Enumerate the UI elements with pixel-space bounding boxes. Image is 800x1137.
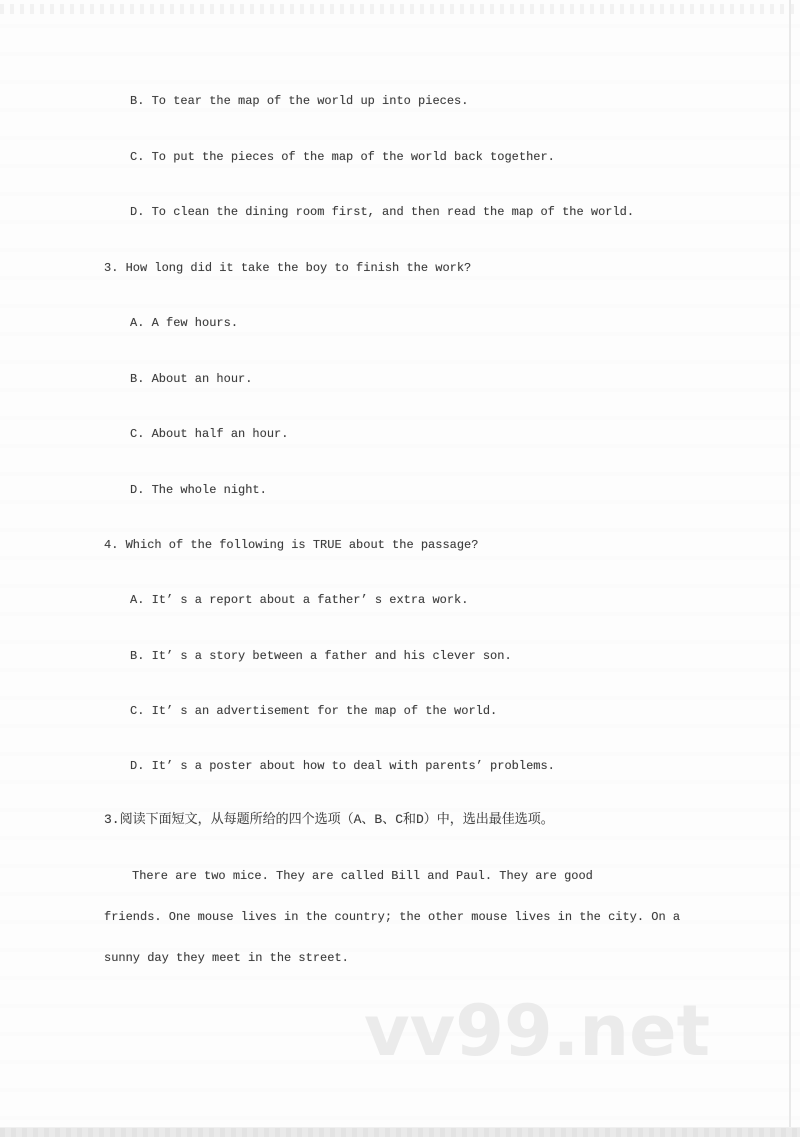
page-right-edge-line <box>789 0 791 1128</box>
prev-question-option-b: B. To tear the map of the world up into pieces. <box>130 94 469 108</box>
prev-question-option-d: D. To clean the dining room first, and then read the map of the world. <box>130 205 635 219</box>
question-3-option-d: D. The whole night. <box>130 483 267 497</box>
question-4-option-a: A. It’ s a report about a father’ s extra work. <box>130 593 469 607</box>
passage-line-2: friends. One mouse lives in the country; the other mouse lives in the city. On a <box>104 910 681 924</box>
prev-question-option-c: C. To put the pieces of the map of the world back together. <box>130 150 555 164</box>
question-3-option-b: B. About an hour. <box>130 372 253 386</box>
question-4-option-b: B. It’ s a story between a father and his clever son. <box>130 649 512 663</box>
passage-line-1: There are two mice. They are called Bill and Paul. They are good <box>132 869 593 883</box>
question-3-option-a: A. A few hours. <box>130 316 239 330</box>
passage-line-3: sunny day they meet in the street. <box>104 951 349 965</box>
section-3-instruction: 3.阅读下面短文，从每题所给的四个选项（A、B、C和D）中，选出最佳选项。 <box>104 812 554 827</box>
page-top-edge-texture <box>0 4 800 14</box>
question-3-prompt: 3. How long did it take the boy to finish the work? <box>104 261 472 275</box>
question-4-option-c: C. It’ s an advertisement for the map of the world. <box>130 704 498 718</box>
question-3-option-c: C. About half an hour. <box>130 427 289 441</box>
page-bottom-edge-band <box>0 1127 800 1137</box>
watermark-text: vv99.net <box>364 990 711 1072</box>
question-4-option-d: D. It’ s a poster about how to deal with parents’ problems. <box>130 759 555 773</box>
question-4-prompt: 4. Which of the following is TRUE about the passage? <box>104 538 479 552</box>
